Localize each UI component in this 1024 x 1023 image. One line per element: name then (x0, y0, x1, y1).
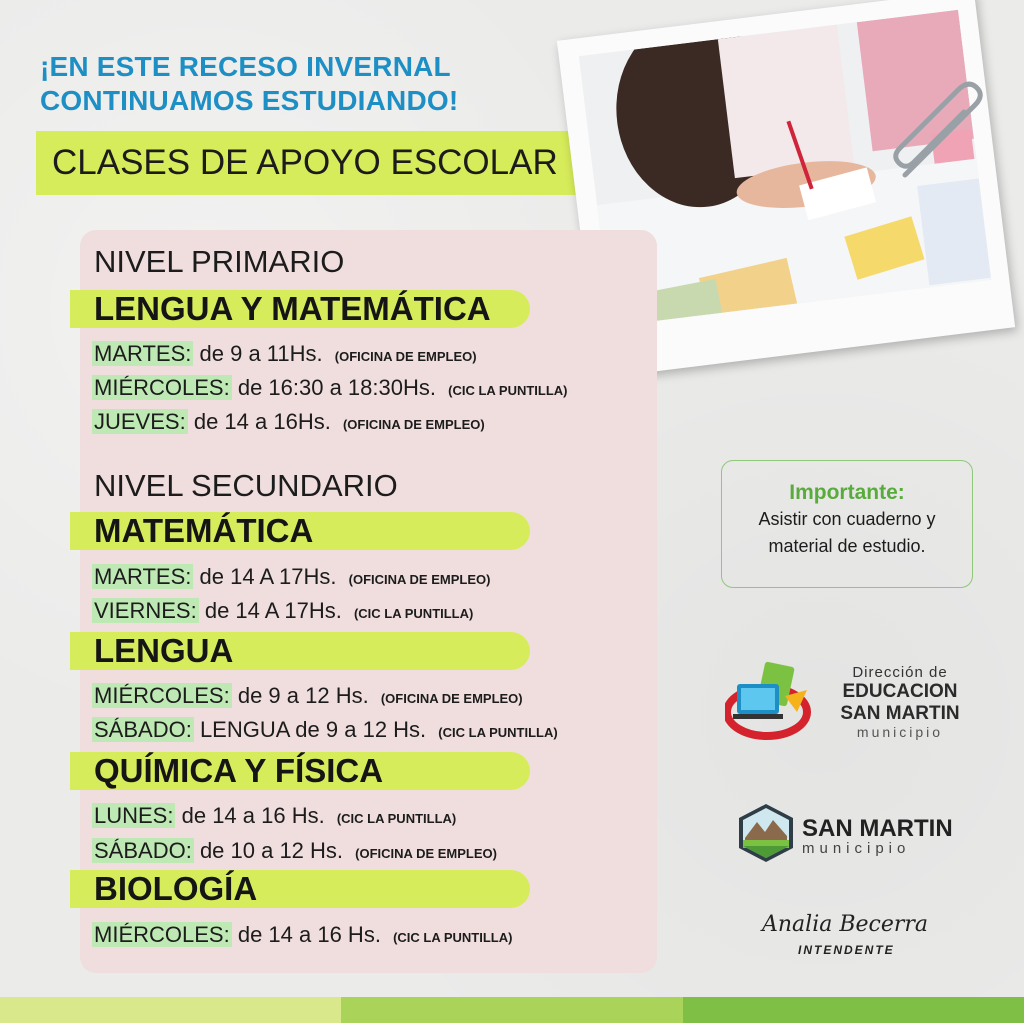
schedule-row (92, 838, 497, 867)
education-logo-icon (725, 660, 815, 750)
signature-role: INTENDENTE (798, 943, 895, 957)
schedule-row (92, 803, 456, 832)
place-label: (CIC LA PUNTILLA) (448, 383, 568, 398)
headline-line-1: ¡EN ESTE RECESO INVERNAL (40, 51, 451, 82)
headline-line-2: CONTINUAMOS ESTUDIANDO! (40, 85, 459, 116)
day-label: SÁBADO: (94, 838, 192, 863)
schedule-row (92, 341, 477, 370)
schedule-row (92, 375, 568, 404)
level-primario: NIVEL PRIMARIO (94, 244, 345, 279)
place-label: (CIC LA PUNTILLA) (393, 930, 513, 945)
day-label: MIÉRCOLES: (94, 922, 230, 947)
day-label: VIERNES: (94, 598, 197, 623)
time-label: de 9 a 12 Hs. (237, 683, 369, 708)
subject-matematica: MATEMÁTICA (94, 512, 314, 549)
place-label: (OFICINA DE EMPLEO) (348, 572, 491, 587)
level-secundario: NIVEL SECUNDARIO (94, 468, 398, 503)
place-label: (CIC LA PUNTILLA) (353, 606, 474, 621)
schedule-row (92, 922, 512, 951)
time-label: de 14 A 17Hs. (199, 564, 337, 589)
place-label: (OFICINA DE EMPLEO) (334, 349, 477, 364)
day-label: SÁBADO: (94, 717, 192, 742)
place-label: (OFICINA DE EMPLEO) (355, 846, 497, 861)
important-title: Importante: (789, 481, 905, 504)
place-label: (OFICINA DE EMPLEO) (380, 691, 523, 706)
subject-lengua-matematica: LENGUA Y MATEMÁTICA (94, 290, 491, 327)
title-banner: CLASES DE APOYO ESCOLAR (36, 131, 608, 195)
important-line-1: Asistir con cuaderno y (758, 509, 936, 529)
edu-mun-label: municipio (856, 724, 944, 740)
san-martin-logo-text (802, 816, 953, 856)
schedule-row (92, 409, 485, 438)
edu-big-label-1: EDUCACION (842, 681, 958, 702)
time-label: de 14 A 17Hs. (204, 598, 342, 623)
time-label: LENGUA de 9 a 12 Hs. (199, 717, 427, 742)
stripe-segment (683, 997, 1024, 1023)
paperclip-icon (880, 80, 1000, 190)
day-label: MIÉRCOLES: (94, 683, 230, 708)
place-label: (CIC LA PUNTILLA) (438, 725, 558, 740)
subject-quimica-fisica: QUÍMICA Y FÍSICA (94, 752, 384, 789)
signature: Analia Becerra (762, 912, 929, 937)
place-label: (CIC LA PUNTILLA) (336, 811, 457, 826)
time-label: de 16:30 a 18:30Hs. (237, 375, 436, 400)
sm-mun-label: municipio (802, 840, 911, 857)
schedule-row (92, 717, 558, 746)
day-label: JUEVES: (94, 409, 186, 434)
schedule-row (92, 683, 523, 712)
day-label: LUNES: (94, 803, 174, 828)
important-line-2: material de estudio. (768, 536, 926, 556)
day-label: MARTES: (94, 341, 192, 366)
place-label: (OFICINA DE EMPLEO) (342, 417, 485, 432)
subject-lengua: LENGUA (94, 632, 234, 669)
day-label: MARTES: (94, 564, 192, 589)
education-logo-text (820, 664, 980, 739)
headline (40, 50, 458, 118)
time-label: de 14 a 16 Hs. (237, 922, 381, 947)
schedule-row (92, 564, 490, 593)
subject-biologia: BIOLOGÍA (94, 870, 258, 907)
day-label: MIÉRCOLES: (94, 375, 230, 400)
important-note (721, 460, 973, 588)
stripe-segment (341, 997, 682, 1023)
time-label: de 14 a 16Hs. (193, 409, 331, 434)
stripe-segment (0, 997, 341, 1023)
bottom-stripe (0, 997, 1024, 1023)
san-martin-logo-icon (735, 802, 797, 864)
schedule-row (92, 598, 473, 627)
sm-big-label: SAN MARTIN (802, 815, 953, 842)
edu-big-label-2: SAN MARTIN (840, 703, 960, 724)
time-label: de 10 a 12 Hs. (199, 838, 344, 863)
time-label: de 9 a 11Hs. (199, 341, 323, 366)
time-label: de 14 a 16 Hs. (181, 803, 325, 828)
edu-small-label: Dirección de (852, 664, 948, 681)
